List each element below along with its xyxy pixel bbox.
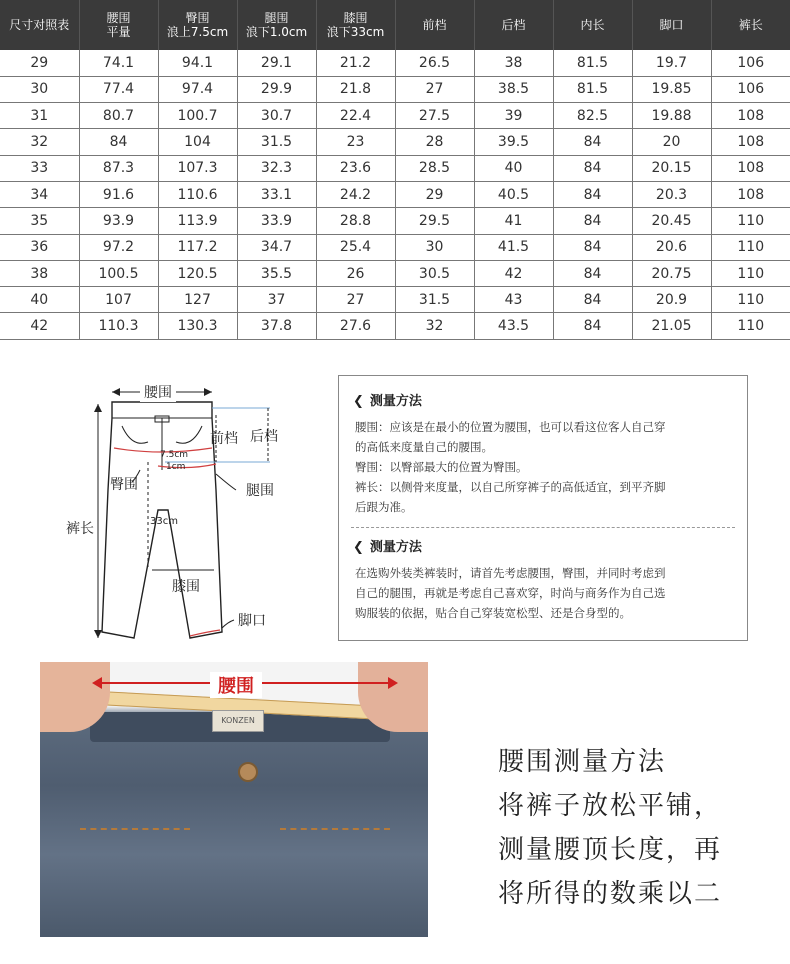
column-header xyxy=(553,0,632,50)
table-cell: 84 xyxy=(553,181,632,207)
table-cell: 29.1 xyxy=(237,50,316,76)
diagram-thigh-label: 腿围 xyxy=(246,483,274,499)
table-cell: 39.5 xyxy=(474,129,553,155)
table-cell: 39 xyxy=(474,103,553,129)
table-cell: 33.1 xyxy=(237,181,316,207)
info-line: 自己的腿围，再就是考虑自己喜欢穿，时尚与商务作为自己选 xyxy=(355,586,666,600)
info-line: 购服装的依据，贴合自己穿装宽松型、还是合身型的。 xyxy=(355,606,631,620)
diagram-knee-label: 膝围 xyxy=(172,579,200,595)
table-cell: 40 xyxy=(474,155,553,181)
table-row xyxy=(0,234,790,260)
table-cell: 24.2 xyxy=(316,181,395,207)
table-cell: 29.9 xyxy=(237,76,316,102)
table-cell: 21.2 xyxy=(316,50,395,76)
table-cell: 40 xyxy=(0,287,79,313)
diagram-hip-label: 臀围 xyxy=(110,477,138,493)
jeans-waist-photo xyxy=(40,662,428,937)
photo-waist-label: 腰围 xyxy=(210,672,262,698)
instruction-line: 腰围测量方法 xyxy=(498,747,667,777)
table-cell: 110 xyxy=(711,287,790,313)
instruction-line: 测量腰顶长度，再 xyxy=(498,835,723,865)
table-cell: 33.9 xyxy=(237,208,316,234)
table-cell: 40.5 xyxy=(474,181,553,207)
column-header xyxy=(0,0,79,50)
table-cell: 28.8 xyxy=(316,208,395,234)
table-row xyxy=(0,76,790,102)
table-cell: 30.7 xyxy=(237,103,316,129)
table-cell: 37 xyxy=(237,287,316,313)
info-divider xyxy=(351,527,735,528)
table-cell: 82.5 xyxy=(553,103,632,129)
table-cell: 29 xyxy=(395,181,474,207)
table-cell: 27 xyxy=(316,287,395,313)
column-header xyxy=(474,0,553,50)
table-cell: 25.4 xyxy=(316,234,395,260)
table-cell: 113.9 xyxy=(158,208,237,234)
column-header xyxy=(158,0,237,50)
table-cell: 32 xyxy=(395,313,474,339)
table-cell: 107.3 xyxy=(158,155,237,181)
table-cell: 120.5 xyxy=(158,260,237,286)
table-cell: 27.5 xyxy=(395,103,474,129)
table-cell: 84 xyxy=(553,313,632,339)
brand-tag: KONZEN xyxy=(212,710,264,732)
table-cell: 20.3 xyxy=(632,181,711,207)
chevron-left-icon: ❮ xyxy=(353,540,364,555)
table-row xyxy=(0,103,790,129)
table-cell: 33 xyxy=(0,155,79,181)
table-cell: 106 xyxy=(711,76,790,102)
table-cell: 37.8 xyxy=(237,313,316,339)
arrow-left-icon xyxy=(92,677,102,689)
table-cell: 117.2 xyxy=(158,234,237,260)
table-cell: 84 xyxy=(553,208,632,234)
info-line: 的高低来度量自己的腰围。 xyxy=(355,440,493,454)
table-row xyxy=(0,155,790,181)
table-cell: 38 xyxy=(0,260,79,286)
table-cell: 23.6 xyxy=(316,155,395,181)
column-header-main: 尺寸对照表 xyxy=(9,18,70,32)
chevron-left-icon: ❮ xyxy=(353,394,364,409)
column-header-main: 膝围 xyxy=(343,11,368,25)
column-header xyxy=(632,0,711,50)
table-row xyxy=(0,287,790,313)
table-cell: 35 xyxy=(0,208,79,234)
pants-diagram xyxy=(40,370,330,650)
table-cell: 108 xyxy=(711,129,790,155)
info-line: 在选购外装类裤装时，请首先考虑腰围，臀围，并同时考虑到 xyxy=(355,566,666,580)
table-cell: 104 xyxy=(158,129,237,155)
column-header-sub: 平量 xyxy=(106,25,131,39)
table-cell: 108 xyxy=(711,155,790,181)
table-cell: 106 xyxy=(711,50,790,76)
table-cell: 97.2 xyxy=(79,234,158,260)
right-pocket xyxy=(280,770,390,830)
table-cell: 74.1 xyxy=(79,50,158,76)
table-cell: 19.7 xyxy=(632,50,711,76)
table-cell: 81.5 xyxy=(553,76,632,102)
measurement-info-box xyxy=(338,375,748,641)
column-header-main: 腰围 xyxy=(106,11,131,25)
table-cell: 20.45 xyxy=(632,208,711,234)
table-cell: 26 xyxy=(316,260,395,286)
diagram-75cm-label: 7.5cm xyxy=(160,450,189,460)
table-cell: 36 xyxy=(0,234,79,260)
info-text-2 xyxy=(351,563,735,623)
table-cell: 84 xyxy=(553,260,632,286)
table-cell: 23 xyxy=(316,129,395,155)
table-cell: 93.9 xyxy=(79,208,158,234)
table-cell: 80.7 xyxy=(79,103,158,129)
column-header-sub: 浪下33cm xyxy=(326,25,385,39)
table-cell: 110 xyxy=(711,260,790,286)
column-header-main: 内长 xyxy=(580,18,605,32)
table-cell: 42 xyxy=(0,313,79,339)
diagram-hem-label: 脚口 xyxy=(238,613,266,629)
column-header xyxy=(316,0,395,50)
table-cell: 27 xyxy=(395,76,474,102)
pants-outline-figure xyxy=(40,370,330,650)
table-cell: 42 xyxy=(474,260,553,286)
table-cell: 130.3 xyxy=(158,313,237,339)
table-cell: 30 xyxy=(395,234,474,260)
table-cell: 19.85 xyxy=(632,76,711,102)
table-cell: 31.5 xyxy=(237,129,316,155)
table-cell: 20.6 xyxy=(632,234,711,260)
table-cell: 127 xyxy=(158,287,237,313)
info-line: 裤长：以侧骨来度量，以自己所穿裤子的高低适宜，到平齐脚 xyxy=(355,480,666,494)
table-row xyxy=(0,50,790,76)
info-line: 臀围：以臀部最大的位置为臀围。 xyxy=(355,460,528,474)
table-cell: 41.5 xyxy=(474,234,553,260)
table-cell: 43 xyxy=(474,287,553,313)
column-header xyxy=(395,0,474,50)
table-cell: 38.5 xyxy=(474,76,553,102)
arrow-right-icon xyxy=(388,677,398,689)
table-row xyxy=(0,313,790,339)
column-header-main: 后档 xyxy=(501,18,526,32)
column-header-main: 脚口 xyxy=(659,18,684,32)
table-cell: 26.5 xyxy=(395,50,474,76)
info-text-1 xyxy=(351,417,735,517)
table-cell: 28 xyxy=(395,129,474,155)
table-row xyxy=(0,129,790,155)
diagram-length-label: 裤长 xyxy=(66,518,94,538)
table-cell: 84 xyxy=(553,129,632,155)
table-cell: 31.5 xyxy=(395,287,474,313)
table-cell: 20.15 xyxy=(632,155,711,181)
waist-instructions xyxy=(498,740,722,916)
table-cell: 20 xyxy=(632,129,711,155)
table-cell: 97.4 xyxy=(158,76,237,102)
table-cell: 110 xyxy=(711,234,790,260)
table-cell: 81.5 xyxy=(553,50,632,76)
table-cell: 30.5 xyxy=(395,260,474,286)
info-line: 后跟为准。 xyxy=(355,500,413,514)
table-cell: 22.4 xyxy=(316,103,395,129)
left-pocket xyxy=(80,770,190,830)
table-cell: 108 xyxy=(711,103,790,129)
column-header xyxy=(79,0,158,50)
table-cell: 38 xyxy=(474,50,553,76)
table-cell: 100.7 xyxy=(158,103,237,129)
table-cell: 29 xyxy=(0,50,79,76)
table-cell: 21.8 xyxy=(316,76,395,102)
table-cell: 20.9 xyxy=(632,287,711,313)
table-cell: 32 xyxy=(0,129,79,155)
diagram-1cm-label: 1cm xyxy=(166,462,186,472)
table-cell: 110 xyxy=(711,313,790,339)
table-header-row xyxy=(0,0,790,50)
diagram-waist-label: 腰围 xyxy=(140,382,176,402)
jeans-button-icon xyxy=(238,762,258,782)
column-header-main: 前档 xyxy=(422,18,447,32)
table-cell: 91.6 xyxy=(79,181,158,207)
table-cell: 27.6 xyxy=(316,313,395,339)
table-cell: 31 xyxy=(0,103,79,129)
table-cell: 108 xyxy=(711,181,790,207)
column-header-main: 裤长 xyxy=(738,18,763,32)
info-title-2-text: 测量方法 xyxy=(369,540,422,555)
table-cell: 19.88 xyxy=(632,103,711,129)
diagram-back-rise-label: 后档 xyxy=(250,429,278,445)
column-header-main: 臀围 xyxy=(185,11,210,25)
table-row xyxy=(0,181,790,207)
table-cell: 110.6 xyxy=(158,181,237,207)
diagram-33cm-label: 33cm xyxy=(150,516,178,527)
table-cell: 43.5 xyxy=(474,313,553,339)
table-cell: 84 xyxy=(553,287,632,313)
table-cell: 84 xyxy=(553,155,632,181)
table-cell: 94.1 xyxy=(158,50,237,76)
column-header-sub: 浪上7.5cm xyxy=(166,25,229,39)
table-cell: 87.3 xyxy=(79,155,158,181)
size-table xyxy=(0,0,790,340)
table-cell: 28.5 xyxy=(395,155,474,181)
table-cell: 84 xyxy=(553,234,632,260)
table-cell: 107 xyxy=(79,287,158,313)
table-cell: 77.4 xyxy=(79,76,158,102)
column-header xyxy=(711,0,790,50)
instruction-line: 将裤子放松平铺， xyxy=(498,791,723,821)
table-cell: 34.7 xyxy=(237,234,316,260)
table-cell: 100.5 xyxy=(79,260,158,286)
column-header-sub: 浪下1.0cm xyxy=(245,25,308,39)
info-line: 腰围：应该是在最小的位置为腰围，也可以看这位客人自己穿 xyxy=(355,420,666,434)
diagram-front-rise-label: 前档 xyxy=(210,431,238,447)
table-cell: 30 xyxy=(0,76,79,102)
table-body xyxy=(0,50,790,339)
info-title-1-text: 测量方法 xyxy=(369,394,422,409)
table-cell: 32.3 xyxy=(237,155,316,181)
table-cell: 84 xyxy=(79,129,158,155)
table-cell: 34 xyxy=(0,181,79,207)
table-cell: 29.5 xyxy=(395,208,474,234)
table-row xyxy=(0,260,790,286)
table-row xyxy=(0,208,790,234)
column-header xyxy=(237,0,316,50)
table-cell: 110.3 xyxy=(79,313,158,339)
instruction-line: 将所得的数乘以二 xyxy=(498,879,723,909)
column-header-main: 腿围 xyxy=(264,11,289,25)
info-title-2 xyxy=(353,536,735,555)
table-cell: 21.05 xyxy=(632,313,711,339)
table-cell: 41 xyxy=(474,208,553,234)
table-cell: 35.5 xyxy=(237,260,316,286)
table-cell: 20.75 xyxy=(632,260,711,286)
table-cell: 110 xyxy=(711,208,790,234)
info-title-1 xyxy=(353,390,735,409)
